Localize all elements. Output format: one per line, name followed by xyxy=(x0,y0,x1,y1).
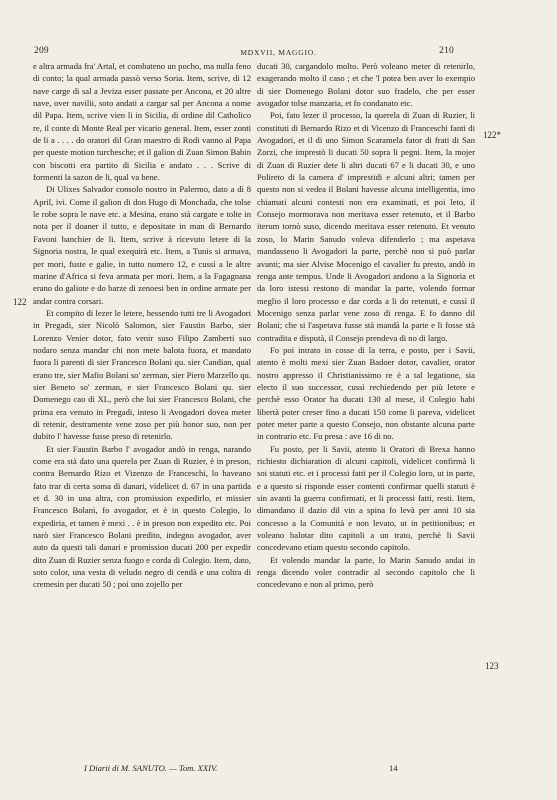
footer-series-title: I Diarii di M. SANUTO. — Tom. XXIV. xyxy=(84,763,218,773)
footer-signature: 14 xyxy=(389,763,398,773)
right-column xyxy=(257,60,475,591)
right-page-number: 210 xyxy=(439,46,454,56)
paragraph: Di Ulixes Salvador consolo nostro in Palermo, dato a dì 8 April, ivi. Come il galion di don Hugo di Monchada, che tolse le robe sopra le nave etc. a Mesina, erano stà cargate e tolte in nota per il doaner il tutto, e depositate in man di Bernardo Favoni banchier de li. Item, scrive à ricevuto letere di la Signoria nostra, le qual exequirà etc. Item, a Tunis si armava, per mori, fuste e galie, in tutto numero 12, e cussì a le altre marine d'Africa si feva armata per mori. Item, a la Fagagnana erano do galiote e do barze di zenoesi ben in ordine armate per andar contra corsari. xyxy=(33,184,251,306)
paragraph: ducati 30, cargandolo molto. Però voleano meter di retenirlo, exagerando molto il caso ; et che 'l potea ben aver lo exempio di sier Domenego Bolani dotor suo fradelo, che per esser avogador tolse manzaria, et fo condanato etc. xyxy=(257,61,475,109)
paragraph: Fo poi intrato in cosse di la terra, e posto, per i Savii, atento è molti mexi sier Zuan Badoer dotor, cavalier, orator nostro appresso il Christianissimo re è a tal legatione, sia electo il suo successor, cussì rechiedendo per più letere e perchè esso Orator ha ducati 130 al mese, il Colegio habi libertà poter creser fino a ducati 150 come li pareva, videlicet poter meter parte a questo Consejo, non obstante alcuna parte in contrario etc. Fu presa : ave 16 di no. xyxy=(257,344,475,442)
paragraph: Fu posto, per li Savii, atento li Oratori di Brexa hanno richiesto dichiaration di alcuni capitoli, videlicet confirmà li soi statuti etc. et i processi fatti per il Colegio loro, ut in parte, e a questo si risponde esser contenti confirmar quelli statuti è sin avanti la guerra confirmati, et li processi fatti, resti. Item, dimandano il dazio dil vin a spina fo levà per anni 10 sia concesso a la Comunità e non levato, ut in petitionibus; et voleano balotar dito capitoli a un trato, perchè li Savii concedevano etiam questo secondo capitolo. xyxy=(257,443,475,553)
left-column xyxy=(33,60,251,591)
paragraph: e altra armada fra' Artal, et combateno un pocho, ma nulla feno di conto; la qual armada passò verso Soria. Item, scrive, di 12 nave carge di sal a Jeviza esser passate per Ancona, et 20 altre nave, over navilii, soto andati a cargar sal per Ancona a nome dil Papa. Item, scrive vien li in Sicilia, di ordine dil Catholico re, il conte di Monte Real per vicario general. Item, esser zonti de li a . . . . do oratori dil Gran maestro di Rodi vanno al Papa per queste motion turchesche; et il galion di Zuan Simon Babin con biscotti era partito di Sicilia e andato . . . Scrive di formenti la sazon de li, qual va bene. xyxy=(33,61,251,183)
paragraph: Poi, fato lezer il processo, la querela di Zuan di Ruzier, li constituti di Bernardo Rizo et di Vicenzo di Franceschi fanti di Avogadori, et il di uno Simon Scaramela fator di frati di San Zorzi, che imprestò li ducati 50 sopra li pegni. Item, la mojer di Zuan di Ruzier dete li altri ducati 67 e li ducati 30, e uno Polireto di la camera d' imprestidi e alcuni altri; tamen per questo non si vedea il Bolani havesse alcuna intelligentia, imo chiamati alcuni contesti non era examinati, et poi leto, il Consejo mormorava non meritava esser retenuto, et il Barbo iterum tornò suso, dicendo meritava esser retenuto. Et venuto zoso, lo Marin Sanudo voleva difenderlo ; ma aspetava mandasseno li Avogadori la parte, perchè non si può parlar avanti; ma sier Alvise Mocenigo el cavalier fu presto, andò in renga ante tempus. Unde li Avogadori andono a la Signoria et da loro istessi restono di mandar la parte, volendo formar meglio il loro processo e dar corda a li do retenuti, e cussì il Mocenigo senza parlar vene zoso di renga. E fo danno dil Bolani; che si l'aspetava fusse stà mandà la parte e li fosse stà contradita e disputà, il Consejo prendeva di no di largo. xyxy=(257,110,475,343)
paragraph: Et compito di lezer le letere, hessendo tutti tre li Avogadori in Pregadi, sier Nicolò Salomon, sier Faustin Barbo, sier Lorenzo Venier dotor, fato venir suso Filipo Zamberti suo nodaro senza mandar chi non mete balota fuora, et mandato fuora li parenti di sier Francesco Bolani qu. sier Candian, qual erano tre, sier Mafio Bolani so' zerman, sier Piero Marzello qu. sier Beneto so' zerman, e sier Francesco Bolani qu. sier Domenego cao di XL, però che lui sier Francesco Bolani, che prima era venuto in Pregadi, inteso li Avogadori dovea meter di retenir, destramente vene zoso per più honor suo, non per dubito l' havesse fusse preso di retenirlo. xyxy=(33,307,251,442)
margin-note-right-top: 122* xyxy=(483,130,501,140)
paragraph: Et sier Faustin Barbo l' avogador andò in renga, narando come era stà dato una querela per Zuan di Ruzier, è in preson, contra Bernardo Rizo et Vizenzo de Franceschi, lo haveano fato trar di certa soma di danari, videlicet d. 67 in una partida et d. 30 in una altra, con promission expedirlo, et missier Francesco Bolani, fo avogador, et è in questo Colegio, lo expediria, et tamen è mexi . . è in preson non expedito etc. Poi narò sier Francesco Bolani predito, indegno avogador, aver auto da questi tali danari e promission ducati 200 per expedir dito Zuan di Ruzier senza fuogo e corda di Colegio. Item, dato, soto color, una vesta di veludo negro di cendà e una coltra di cremesin per ducati 50 ; poi uno zojello per xyxy=(33,443,251,590)
left-page-number: 209 xyxy=(34,46,49,56)
margin-note-right-bottom: 123 xyxy=(485,661,499,671)
margin-note-left: 122 xyxy=(13,297,27,307)
running-header: MDXVII, MAGGIO. xyxy=(240,48,317,57)
paragraph: Et volendo mandar la parte, lo Marin Sanudo andai in renga dicendo voler contradir al secondo capitolo che li concedevano e non al primo, però xyxy=(257,554,475,590)
